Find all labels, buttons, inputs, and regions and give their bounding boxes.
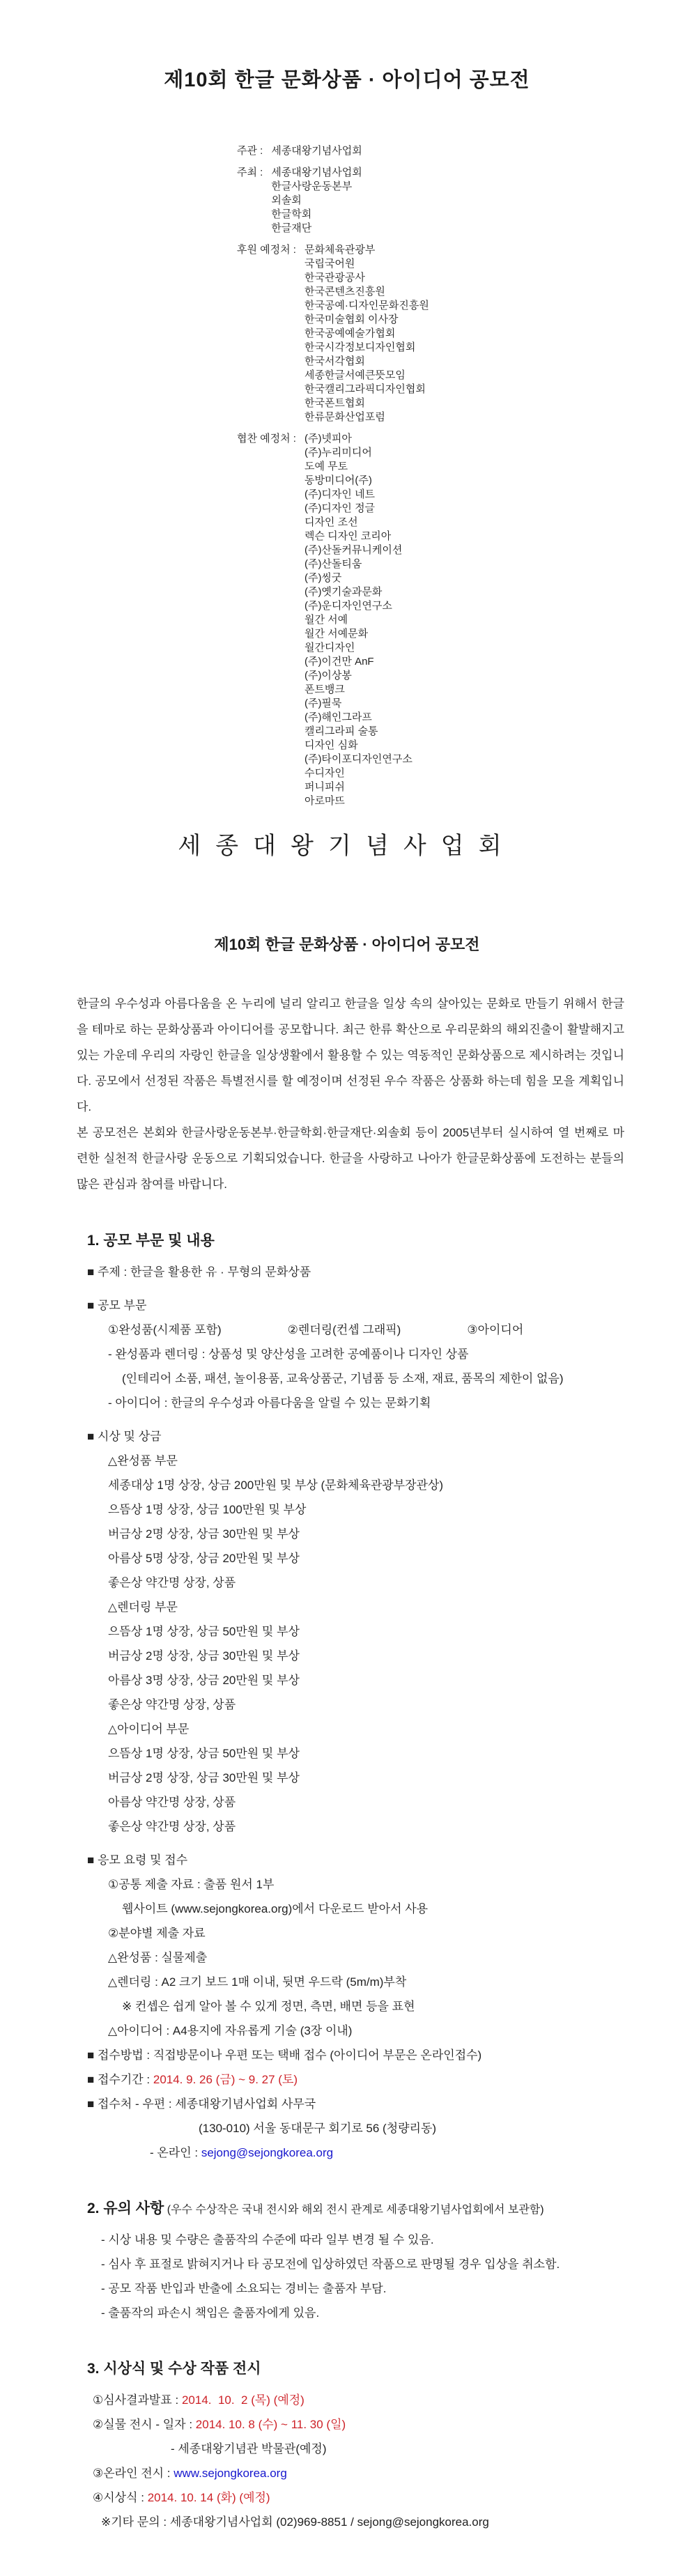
doc-line bbox=[77, 2437, 634, 2461]
date-highlight: 2014. 9. 26 (금) ~ 9. 27 (토) bbox=[153, 2073, 298, 2086]
org-row-label: 후원 예정처 : bbox=[237, 244, 296, 256]
org-item: 캘리그라피 술통 bbox=[304, 725, 378, 737]
text-run: ③아이디어 bbox=[467, 1323, 524, 1336]
section-heading bbox=[77, 1229, 634, 1250]
text-run: ②렌더링(컨셉 그래픽) bbox=[287, 1323, 401, 1336]
section-heading bbox=[77, 2357, 634, 2378]
section-heading-note: (우수 수상작은 국내 전시와 해외 전시 관계로 세종대왕기념사업회에서 보관함) bbox=[164, 2204, 544, 2216]
org-item: 한국캘리그라픽디자인협회 bbox=[304, 383, 426, 395]
doc-line bbox=[77, 1473, 634, 1497]
org-item: (주)해인그라프 bbox=[304, 711, 372, 723]
text-run: 버금상 2명 상장, 상금 30만원 및 부상 bbox=[108, 1771, 300, 1784]
sections-container bbox=[77, 1229, 634, 2534]
doc-line bbox=[77, 1571, 634, 1595]
doc-line bbox=[77, 2510, 634, 2534]
doc-line bbox=[77, 2412, 634, 2437]
doc-line bbox=[77, 1717, 634, 1741]
org-item: 수디자인 bbox=[304, 767, 345, 779]
section bbox=[77, 2357, 634, 2534]
org-item: (주)디자인 네트 bbox=[304, 488, 376, 500]
org-item: 디자인 심화 bbox=[304, 739, 358, 751]
doc-line bbox=[77, 1872, 634, 1897]
doc-line bbox=[77, 1366, 634, 1391]
intro-block bbox=[77, 991, 624, 1197]
text-run: - 완성품과 렌더링 : 상품성 및 양산성을 고려한 공예품이나 디자인 상품 bbox=[108, 1348, 469, 1361]
org-item: (주)타이포디자인연구소 bbox=[304, 753, 412, 765]
org-item-list bbox=[271, 144, 362, 158]
doc-line bbox=[77, 1897, 634, 1921]
date-highlight: 2014. 10. 14 (화) (예정) bbox=[147, 2491, 270, 2504]
doc-line bbox=[77, 2019, 634, 2043]
doc-line bbox=[77, 1619, 634, 1644]
text-run: ■ 주제 : 한글을 활용한 유 · 무형의 문화상품 bbox=[87, 1265, 311, 1279]
section-heading-text: 1. 공모 부문 및 내용 bbox=[87, 1233, 215, 1249]
org-item: 한글재단 bbox=[271, 222, 312, 234]
org-item: 폰트뱅크 bbox=[304, 684, 345, 695]
org-item: 한국관광공사 bbox=[304, 272, 365, 284]
org-item: 외솔회 bbox=[271, 194, 302, 206]
org-item: 문화체육관광부 bbox=[304, 244, 376, 256]
doc-line bbox=[77, 1790, 634, 1814]
section-heading bbox=[77, 2197, 634, 2218]
org-item: 월간 서예 bbox=[304, 614, 348, 626]
org-item: 한글학회 bbox=[271, 208, 312, 220]
doc-line bbox=[77, 1342, 634, 1366]
text-run: ①완성품(시제품 포함) bbox=[108, 1323, 222, 1336]
text-run: - 심사 후 표절로 밝혀지거나 타 공모전에 입상하였던 작품으로 판명될 경우 입상을 취소함. bbox=[101, 2258, 560, 2271]
org-item: 월간 서예문화 bbox=[304, 628, 369, 640]
org-row-label: 주관 : bbox=[237, 145, 263, 157]
text-run: 으뜸상 1명 상장, 상금 50만원 및 부상 bbox=[108, 1625, 300, 1638]
doc-line bbox=[77, 2276, 634, 2301]
doc-line bbox=[77, 1814, 634, 1839]
org-row bbox=[237, 144, 694, 158]
org-item: (주)필묵 bbox=[304, 697, 342, 709]
org-item: (주)이건만 AnF bbox=[304, 656, 374, 668]
doc-line bbox=[77, 1668, 634, 1692]
org-item: 월간디자인 bbox=[304, 642, 355, 654]
org-item: (주)넷피아 bbox=[304, 433, 352, 445]
text-run: 웹사이트 (www.sejongkorea.org)에서 다운로드 받아서 사용 bbox=[122, 1902, 429, 1915]
text-run: (인테리어 소품, 패션, 놀이용품, 교육상품군, 기념품 등 소재, 재료, 품목의 제한이 없음) bbox=[122, 1372, 564, 1385]
doc-line bbox=[77, 2388, 634, 2412]
doc-line bbox=[77, 2485, 634, 2510]
text-run: 좋은상 약간명 상장, 상품 bbox=[108, 1698, 236, 1711]
org-row bbox=[237, 166, 694, 236]
org-item: (주)씽굿 bbox=[304, 572, 342, 584]
spacer bbox=[77, 1284, 634, 1293]
organization-block bbox=[237, 144, 694, 808]
organization-signature: 세종대왕기념사업회 bbox=[178, 833, 516, 859]
org-item: 세종대왕기념사업회 bbox=[271, 167, 362, 178]
text-run: △완성품 : 실물제출 bbox=[108, 1951, 208, 1964]
text-run: ③온라인 전시 : bbox=[93, 2467, 174, 2480]
doc-line bbox=[77, 2461, 634, 2485]
org-item-list bbox=[304, 432, 412, 808]
doc-line bbox=[77, 1692, 634, 1717]
org-item: 렉슨 디자인 코리아 bbox=[304, 530, 392, 542]
text-run: 좋은상 약간명 상장, 상품 bbox=[108, 1820, 236, 1833]
text-run: △렌더링 : A2 크기 보드 1매 이내, 뒷면 우드락 (5m/m)부착 bbox=[108, 1975, 407, 1989]
text-run: ■ 접수방법 : 직접방문이나 우편 또는 택배 접수 (아이디어 부문은 온라인접수) bbox=[87, 2049, 482, 2062]
section-heading-text: 3. 시상식 및 수상 작품 전시 bbox=[87, 2361, 261, 2377]
org-item: (주)누리미디어 bbox=[304, 447, 372, 458]
intro-paragraph: 한글의 우수성과 아름다움을 온 누리에 널리 알리고 한글을 일상 속의 살아있는 문화로 만들기 위해서 한글을 테마로 하는 문화상품과 아이디어를 공모합니다. 최근 한류 확산으로 우리문화의 해외진출이 활발해지고 있는 가운데 우리의 자랑인 한글을 일상생활에서 활용할 수 있는 역동적인 문화상품으로 제시하려는 것입니다. 공모에서 선정된 작품은 특별전시를 할 예정이며 선정된 우수 작품은 상품화 하는데 힘을 모을 계획입니다. bbox=[77, 997, 624, 1113]
text-run: ■ 접수처 - 우편 : 세종대왕기념사업회 사무국 bbox=[87, 2097, 316, 2111]
section bbox=[77, 2197, 634, 2325]
text-run: ①심사결과발표 : bbox=[93, 2393, 182, 2407]
doc-line bbox=[77, 1318, 634, 1342]
doc-line bbox=[77, 1945, 634, 1970]
doc-line bbox=[77, 2141, 634, 2165]
spacer bbox=[77, 1415, 634, 1424]
text-run: 아름상 3명 상장, 상금 20만원 및 부상 bbox=[108, 1674, 300, 1687]
doc-line bbox=[77, 1595, 634, 1619]
doc-line bbox=[77, 1260, 634, 1284]
intro-paragraph: 본 공모전은 본회와 한글사랑운동본부·한글학회·한글재단·외솔회 등이 2005년부터 실시하여 열 번째로 마련한 실천적 한글사랑 운동으로 기획되었습니다. 한글을 사랑하고 나아가 한글문화상품에 도전하는 분들의 많은 관심과 참여를 바랍니다. bbox=[77, 1126, 624, 1191]
section bbox=[77, 1229, 634, 2165]
org-item: 한국폰트협회 bbox=[304, 397, 365, 409]
org-row bbox=[237, 243, 694, 424]
date-highlight: 2014. 10. 2 (목) (예정) bbox=[181, 2393, 304, 2407]
org-item: 한국콘텐츠진흥원 bbox=[304, 286, 385, 298]
text-run: 으뜸상 1명 상장, 상금 100만원 및 부상 bbox=[108, 1503, 307, 1516]
text-run: 아름상 약간명 상장, 상품 bbox=[108, 1796, 236, 1809]
org-item: 한국공예·디자인문화진흥원 bbox=[304, 300, 429, 311]
text-run: ■ 공모 부문 bbox=[87, 1299, 147, 1312]
org-item: 아로마뜨 bbox=[304, 795, 345, 807]
text-run: 좋은상 약간명 상장, 상품 bbox=[108, 1576, 236, 1589]
doc-line bbox=[77, 2067, 634, 2092]
link[interactable]: www.sejongkorea.org bbox=[174, 2467, 287, 2480]
text-run: 세종대상 1명 상장, 상금 200만원 및 부상 (문화체육관광부장관상) bbox=[108, 1479, 444, 1492]
org-item: (주)산돌커뮤니케이션 bbox=[304, 544, 403, 556]
doc-line bbox=[77, 1391, 634, 1415]
doc-line bbox=[77, 2228, 634, 2252]
org-row bbox=[237, 432, 694, 808]
text-run: ■ 시상 및 상금 bbox=[87, 1430, 162, 1443]
org-row-label: 협찬 예정처 : bbox=[237, 433, 296, 445]
doc-line bbox=[77, 1424, 634, 1449]
org-item: 한국시각정보디자인협회 bbox=[304, 341, 416, 353]
doc-line bbox=[77, 1293, 634, 1318]
doc-line bbox=[77, 1848, 634, 1872]
doc-line bbox=[77, 2116, 634, 2141]
org-item-list bbox=[271, 166, 362, 236]
document-title: 제10회 한글 문화상품 · 아이디어 공모전 bbox=[164, 69, 530, 91]
doc-line bbox=[77, 2252, 634, 2276]
doc-line bbox=[77, 1741, 634, 1766]
text-run: - 출품작의 파손시 책임은 출품자에게 있음. bbox=[101, 2306, 320, 2320]
text-run: ※ 컨셉은 쉽게 알아 볼 수 있게 정면, 측면, 배면 등을 표현 bbox=[122, 2000, 415, 2013]
doc-line bbox=[77, 1970, 634, 1994]
text-run: - 온라인 : bbox=[150, 2146, 201, 2159]
doc-line bbox=[77, 2043, 634, 2067]
doc-line bbox=[77, 1766, 634, 1790]
text-run: - 세종대왕기념관 박물관(예정) bbox=[171, 2442, 327, 2455]
text-run: ①공통 제출 자료 : 출품 원서 1부 bbox=[108, 1878, 275, 1891]
org-item: 한류문화산업포럼 bbox=[304, 411, 385, 423]
text-run: - 공모 작품 반입과 반출에 소요되는 경비는 출품자 부담. bbox=[101, 2282, 387, 2295]
org-item: 퍼니피쉬 bbox=[304, 781, 345, 793]
org-item: 한글사랑운동본부 bbox=[271, 180, 353, 192]
doc-line bbox=[77, 1497, 634, 1522]
org-item-list bbox=[304, 243, 429, 424]
section-heading-text: 2. 유의 사항 bbox=[87, 2200, 164, 2216]
date-highlight: 2014. 10. 8 (수) ~ 11. 30 (일) bbox=[195, 2418, 346, 2431]
doc-line bbox=[77, 1994, 634, 2019]
org-item: 동방미디어(주) bbox=[304, 475, 372, 486]
org-item: (주)이상봉 bbox=[304, 670, 352, 681]
org-item: 디자인 조선 bbox=[304, 516, 358, 528]
text-run: - 시상 내용 및 수량은 출품작의 수준에 따라 일부 변경 될 수 있음. bbox=[101, 2233, 434, 2246]
org-item: (주)운디자인연구소 bbox=[304, 600, 392, 612]
doc-line bbox=[77, 1921, 634, 1945]
org-item: (주)디자인 정글 bbox=[304, 502, 376, 514]
doc-line bbox=[77, 1449, 634, 1473]
text-run: ②실물 전시 - 일자 : bbox=[93, 2418, 196, 2431]
text-run: ※기타 문의 : 세종대왕기념사업회 (02)969-8851 / sejong@sejongkorea.org bbox=[101, 2515, 489, 2529]
link[interactable]: sejong@sejongkorea.org bbox=[201, 2146, 334, 2159]
text-run: ②분야별 제출 자료 bbox=[108, 1927, 206, 1940]
org-item: 한국공예예술가협회 bbox=[304, 327, 396, 339]
doc-line bbox=[77, 1546, 634, 1571]
doc-line bbox=[77, 1644, 634, 1668]
org-item: 한국서각협회 bbox=[304, 355, 365, 367]
body-title: 제10회 한글 문화상품 · 아이디어 공모전 bbox=[214, 936, 480, 953]
text-run: 으뜸상 1명 상장, 상금 50만원 및 부상 bbox=[108, 1747, 300, 1760]
text-run: 아름상 5명 상장, 상금 20만원 및 부상 bbox=[108, 1552, 300, 1565]
text-run: △렌더링 부문 bbox=[108, 1601, 178, 1614]
spacer bbox=[77, 1839, 634, 1848]
text-run: ④시상식 : bbox=[93, 2491, 148, 2504]
text-run: △아이디어 부문 bbox=[108, 1722, 190, 1736]
text-run: (130-010) 서울 동대문구 회기로 56 (청량리동) bbox=[199, 2122, 437, 2135]
org-item: (주)산돌티움 bbox=[304, 558, 362, 570]
text-run: 버금상 2명 상장, 상금 30만원 및 부상 bbox=[108, 1527, 300, 1541]
doc-line bbox=[77, 2301, 634, 2325]
text-run: - 아이디어 : 한글의 우수성과 아름다움을 알릴 수 있는 문화기획 bbox=[108, 1396, 431, 1410]
text-run: 버금상 2명 상장, 상금 30만원 및 부상 bbox=[108, 1649, 300, 1663]
text-run: ■ 응모 요령 및 접수 bbox=[87, 1853, 188, 1867]
doc-line bbox=[77, 1522, 634, 1546]
org-item: 세종한글서예큰뜻모임 bbox=[304, 369, 406, 381]
org-row-label: 주최 : bbox=[237, 167, 263, 178]
org-item: 한국미술협회 이사장 bbox=[304, 314, 399, 325]
text-run: ■ 접수기간 : bbox=[87, 2073, 153, 2086]
org-item: 국립국어원 bbox=[304, 258, 355, 270]
text-run: △완성품 부문 bbox=[108, 1454, 178, 1467]
org-item: 도예 무토 bbox=[304, 461, 348, 472]
org-item: 세종대왕기념사업회 bbox=[271, 145, 362, 157]
text-run: △아이디어 : A4용지에 자유롭게 기술 (3장 이내) bbox=[108, 2024, 353, 2037]
doc-line bbox=[77, 2092, 634, 2116]
org-item: (주)옛기술과문화 bbox=[304, 586, 383, 598]
